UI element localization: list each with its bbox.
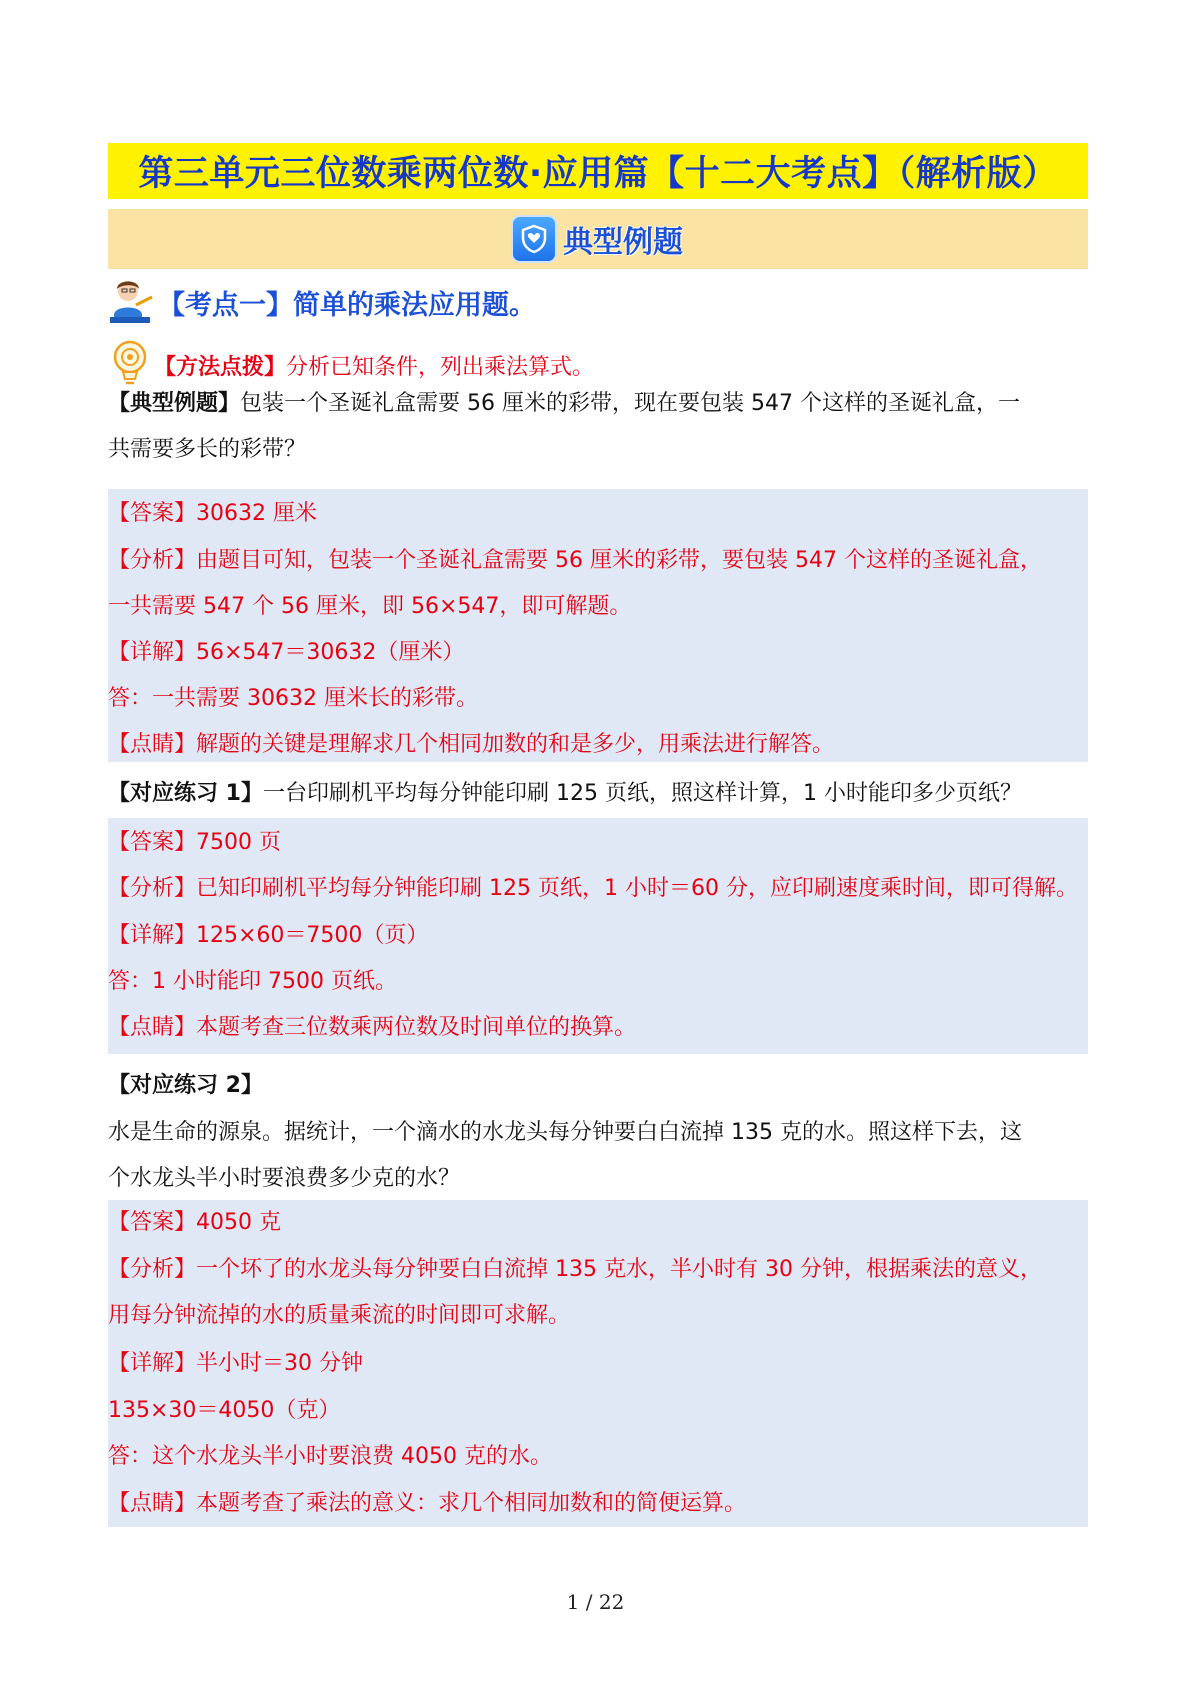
example-text-2: 共需要多长的彩带？: [108, 437, 307, 462]
page-title: 第三单元三位数乘两位数·应用篇【十二大考点】（解析版）: [138, 154, 1058, 194]
practice2-tag: 【对应练习 2】: [108, 1073, 263, 1098]
example-text-1: 包装一个圣诞礼盒需要 56 厘米的彩带，现在要包装 547 个这样的圣诞礼盒，一: [240, 391, 1020, 416]
example-answer-box: [108, 489, 1088, 762]
page-number: 1 / 22: [566, 1590, 625, 1614]
example-analysis-2: 一共需要 547 个 56 厘米，即 56×547，即可解题。: [108, 594, 632, 619]
example-point: 【点睛】解题的关键是理解求几个相同加数的和是多少，用乘法进行解答。: [108, 732, 835, 757]
example-tag: 【典型例题】: [108, 391, 241, 416]
practice2-heading: [108, 1063, 1088, 1109]
practice2-text-1: 水是生命的源泉。据统计，一个滴水的水龙头每分钟要白白流掉 135 克的水。照这样下去，这: [108, 1120, 1022, 1145]
example-analysis-1: 【分析】由题目可知，包装一个圣诞礼盒需要 56 厘米的彩带，要包装 547 个这样的圣诞礼盒，: [108, 548, 1042, 573]
practice2-reply: 答：这个水龙头半小时要浪费 4050 克的水。: [108, 1444, 552, 1469]
example-question-line-2: [108, 427, 1088, 473]
practice2-text-2: 个水龙头半小时要浪费多少克的水？: [108, 1166, 461, 1191]
kaodian-label: 【考点一】简单的乘法应用题。: [158, 289, 536, 321]
heart-shield-icon: [513, 217, 555, 261]
practice2-detail-2: 135×30＝4050（克）: [108, 1398, 341, 1423]
practice1-detail: 【详解】125×60＝7500（页）: [108, 923, 429, 948]
example-answer: 【答案】30632 厘米: [108, 501, 317, 526]
practice2-detail: 【详解】半小时＝30 分钟: [108, 1351, 363, 1376]
practice1-question: [108, 771, 1088, 817]
teacher-icon: [108, 275, 154, 329]
practice2-analysis-1: 【分析】一个坏了的水龙头每分钟要白白流掉 135 克水，半小时有 30 分钟，根据乘法的意义，: [108, 1257, 1042, 1282]
practice2-answer-box: [108, 1200, 1088, 1527]
example-reply: 答：一共需要 30632 厘米长的彩带。: [108, 686, 478, 711]
practice2-point: 【点睛】本题考查了乘法的意义：求几个相同加数和的简便运算。: [108, 1491, 747, 1516]
kaodian-heading: [108, 272, 536, 332]
practice1-reply: 答：1 小时能印 7500 页纸。: [108, 969, 397, 994]
practice2-question-line-1: [108, 1110, 1088, 1156]
method-text: 分析已知条件，列出乘法算式。: [286, 354, 595, 380]
example-detail: 【详解】56×547＝30632（厘米）: [108, 640, 465, 665]
practice1-answer: 【答案】7500 页: [108, 830, 281, 855]
section-label: 典型例题: [563, 225, 683, 260]
practice2-answer: 【答案】4050 克: [108, 1210, 281, 1235]
practice2-analysis-2: 用每分钟流掉的水的质量乘流的时间即可求解。: [108, 1303, 571, 1328]
practice1-analysis: 【分析】已知印刷机平均每分钟能印刷 125 页纸，1 小时＝60 分，应印刷速度乘时间，即可得解。: [108, 876, 1078, 901]
practice1-point: 【点睛】本题考查三位数乘两位数及时间单位的换算。: [108, 1015, 637, 1040]
section-banner: [108, 209, 1088, 269]
practice1-text: 一台印刷机平均每分钟能印刷 125 页纸，照这样计算，1 小时能印多少页纸？: [262, 781, 1022, 806]
practice1-answer-box: [108, 818, 1088, 1054]
method-tag: 【方法点拨】: [154, 354, 287, 380]
practice2-question-line-2: [108, 1156, 1088, 1202]
example-question-line-1: [108, 381, 1088, 427]
title-banner: [108, 143, 1088, 199]
practice1-tag: 【对应练习 1】: [108, 781, 263, 806]
